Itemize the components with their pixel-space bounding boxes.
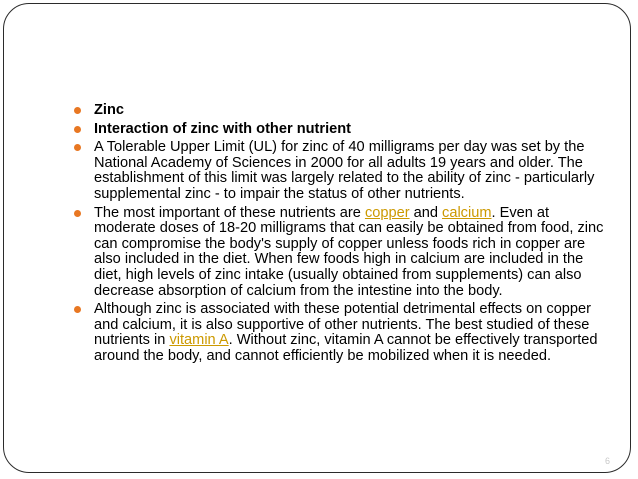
paragraph-text: The most important of these nutrients are	[94, 204, 365, 221]
slide-content	[74, 103, 614, 368]
paragraph-ul: A Tolerable Upper Limit (UL) for zinc of 40 milligrams per day was set by the National Academy of Sciences in 2000 for all adults 19 years and older. The establishment of this limit was largely related to the ability of zinc - particularly supplemental zinc - to impair the status of other nutrients.	[94, 139, 595, 202]
bullet-icon	[74, 210, 81, 217]
bullet-icon	[74, 107, 81, 114]
slide	[3, 3, 631, 473]
paragraph-text: Although zinc is associated with these potential detrimental effects on copper and calcium, it is also supportive of other nutrients. The best studied of these nutrients in	[94, 301, 592, 349]
link-copper[interactable]: copper	[364, 204, 410, 221]
subheading-interaction: Interaction of zinc with other nutrient	[94, 120, 352, 137]
link-vitamin-a[interactable]: vitamin A	[169, 332, 229, 349]
bullet-icon	[74, 126, 81, 133]
slide-number: 6	[604, 456, 610, 466]
paragraph-text: . Without zinc, vitamin A cannot be effectively transported around the body, and cannot efficiently be mobilized when it is needed.	[94, 332, 598, 364]
list-item	[74, 206, 614, 300]
heading-zinc: Zinc	[94, 102, 124, 118]
paragraph-text: and	[409, 204, 443, 221]
bullet-list	[74, 103, 614, 365]
link-calcium[interactable]: calcium	[442, 204, 492, 221]
list-item	[74, 122, 614, 138]
list-item	[74, 140, 614, 202]
bullet-icon	[74, 144, 81, 151]
list-item	[74, 302, 614, 364]
list-item	[74, 103, 614, 119]
bullet-icon	[74, 306, 81, 313]
paragraph-text: . Even at moderate doses of 18-20 milligrams that can easily be obtained from food, zinc can compromise the body's supply of copper unless foods rich in copper are also included in the diet. When few foods high in calcium are included in the diet, high levels of zinc intake (usually obtained from supplements) can also decrease absorption of calcium from the intestine into the body.	[94, 204, 604, 299]
